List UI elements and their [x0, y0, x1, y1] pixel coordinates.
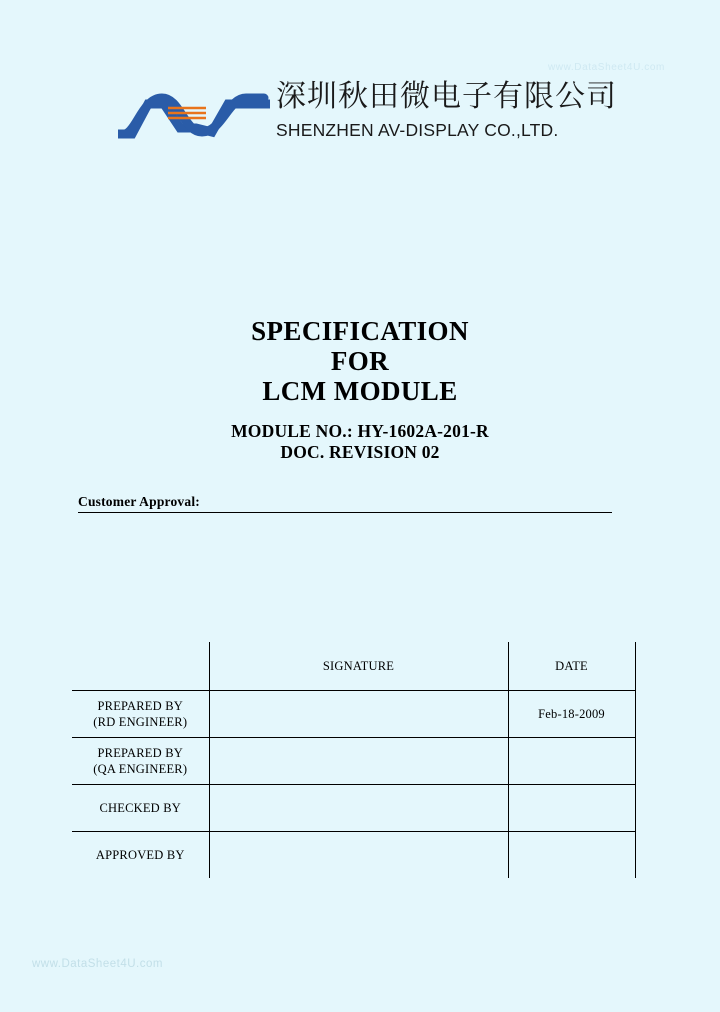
row-signature-field[interactable] — [209, 785, 508, 832]
doc-revision: DOC. REVISION 02 — [280, 442, 440, 462]
company-name-block — [276, 78, 676, 141]
title-line-2: FOR — [330, 346, 390, 376]
role-line-1: APPROVED BY — [95, 848, 185, 862]
role-line-1: CHECKED BY — [99, 801, 182, 815]
row-signature-field[interactable] — [209, 832, 508, 879]
row-role-label — [72, 691, 209, 738]
customer-approval-section — [78, 494, 612, 513]
role-line-1: PREPARED BY — [97, 746, 183, 760]
av-display-wave-logo-icon — [118, 82, 270, 144]
row-date-field[interactable] — [508, 785, 635, 832]
row-date-field[interactable]: Feb-18-2009 — [508, 691, 635, 738]
table-header-row — [72, 642, 635, 691]
title-line-3: LCM MODULE — [262, 376, 458, 406]
row-date-field[interactable] — [508, 832, 635, 879]
title-line-1: SPECIFICATION — [251, 316, 469, 346]
letterhead — [0, 78, 720, 158]
footer-watermark: www.DataSheet4U.com — [32, 958, 163, 970]
header-cell-role — [72, 642, 209, 691]
module-number: MODULE NO.: HY-1602A-201-R — [231, 421, 489, 441]
customer-approval-label: Customer Approval: — [78, 494, 200, 509]
company-name-english: SHENZHEN AV-DISPLAY CO.,LTD. — [276, 120, 559, 140]
role-line-1: PREPARED BY — [97, 699, 183, 713]
row-signature-field[interactable] — [209, 691, 508, 738]
header-cell-signature: SIGNATURE — [209, 642, 508, 691]
row-role-label — [72, 832, 209, 879]
row-role-label — [72, 785, 209, 832]
signature-approval-table — [72, 642, 636, 878]
table-row — [72, 785, 635, 832]
top-watermark: www.DataSheet4U.com — [547, 62, 665, 73]
document-subtitle — [0, 421, 720, 463]
company-name-chinese: 深圳秋田微电子有限公司 — [276, 79, 617, 114]
row-signature-field[interactable] — [209, 738, 508, 785]
row-date-field[interactable] — [508, 738, 635, 785]
role-line-2: (RD ENGINEER) — [93, 715, 188, 729]
row-role-label — [72, 738, 209, 785]
header-cell-date: DATE — [508, 642, 635, 691]
table-row — [72, 832, 635, 879]
table-row — [72, 691, 635, 738]
table-row — [72, 738, 635, 785]
document-title — [0, 316, 720, 406]
role-line-2: (QA ENGINEER) — [93, 762, 188, 776]
